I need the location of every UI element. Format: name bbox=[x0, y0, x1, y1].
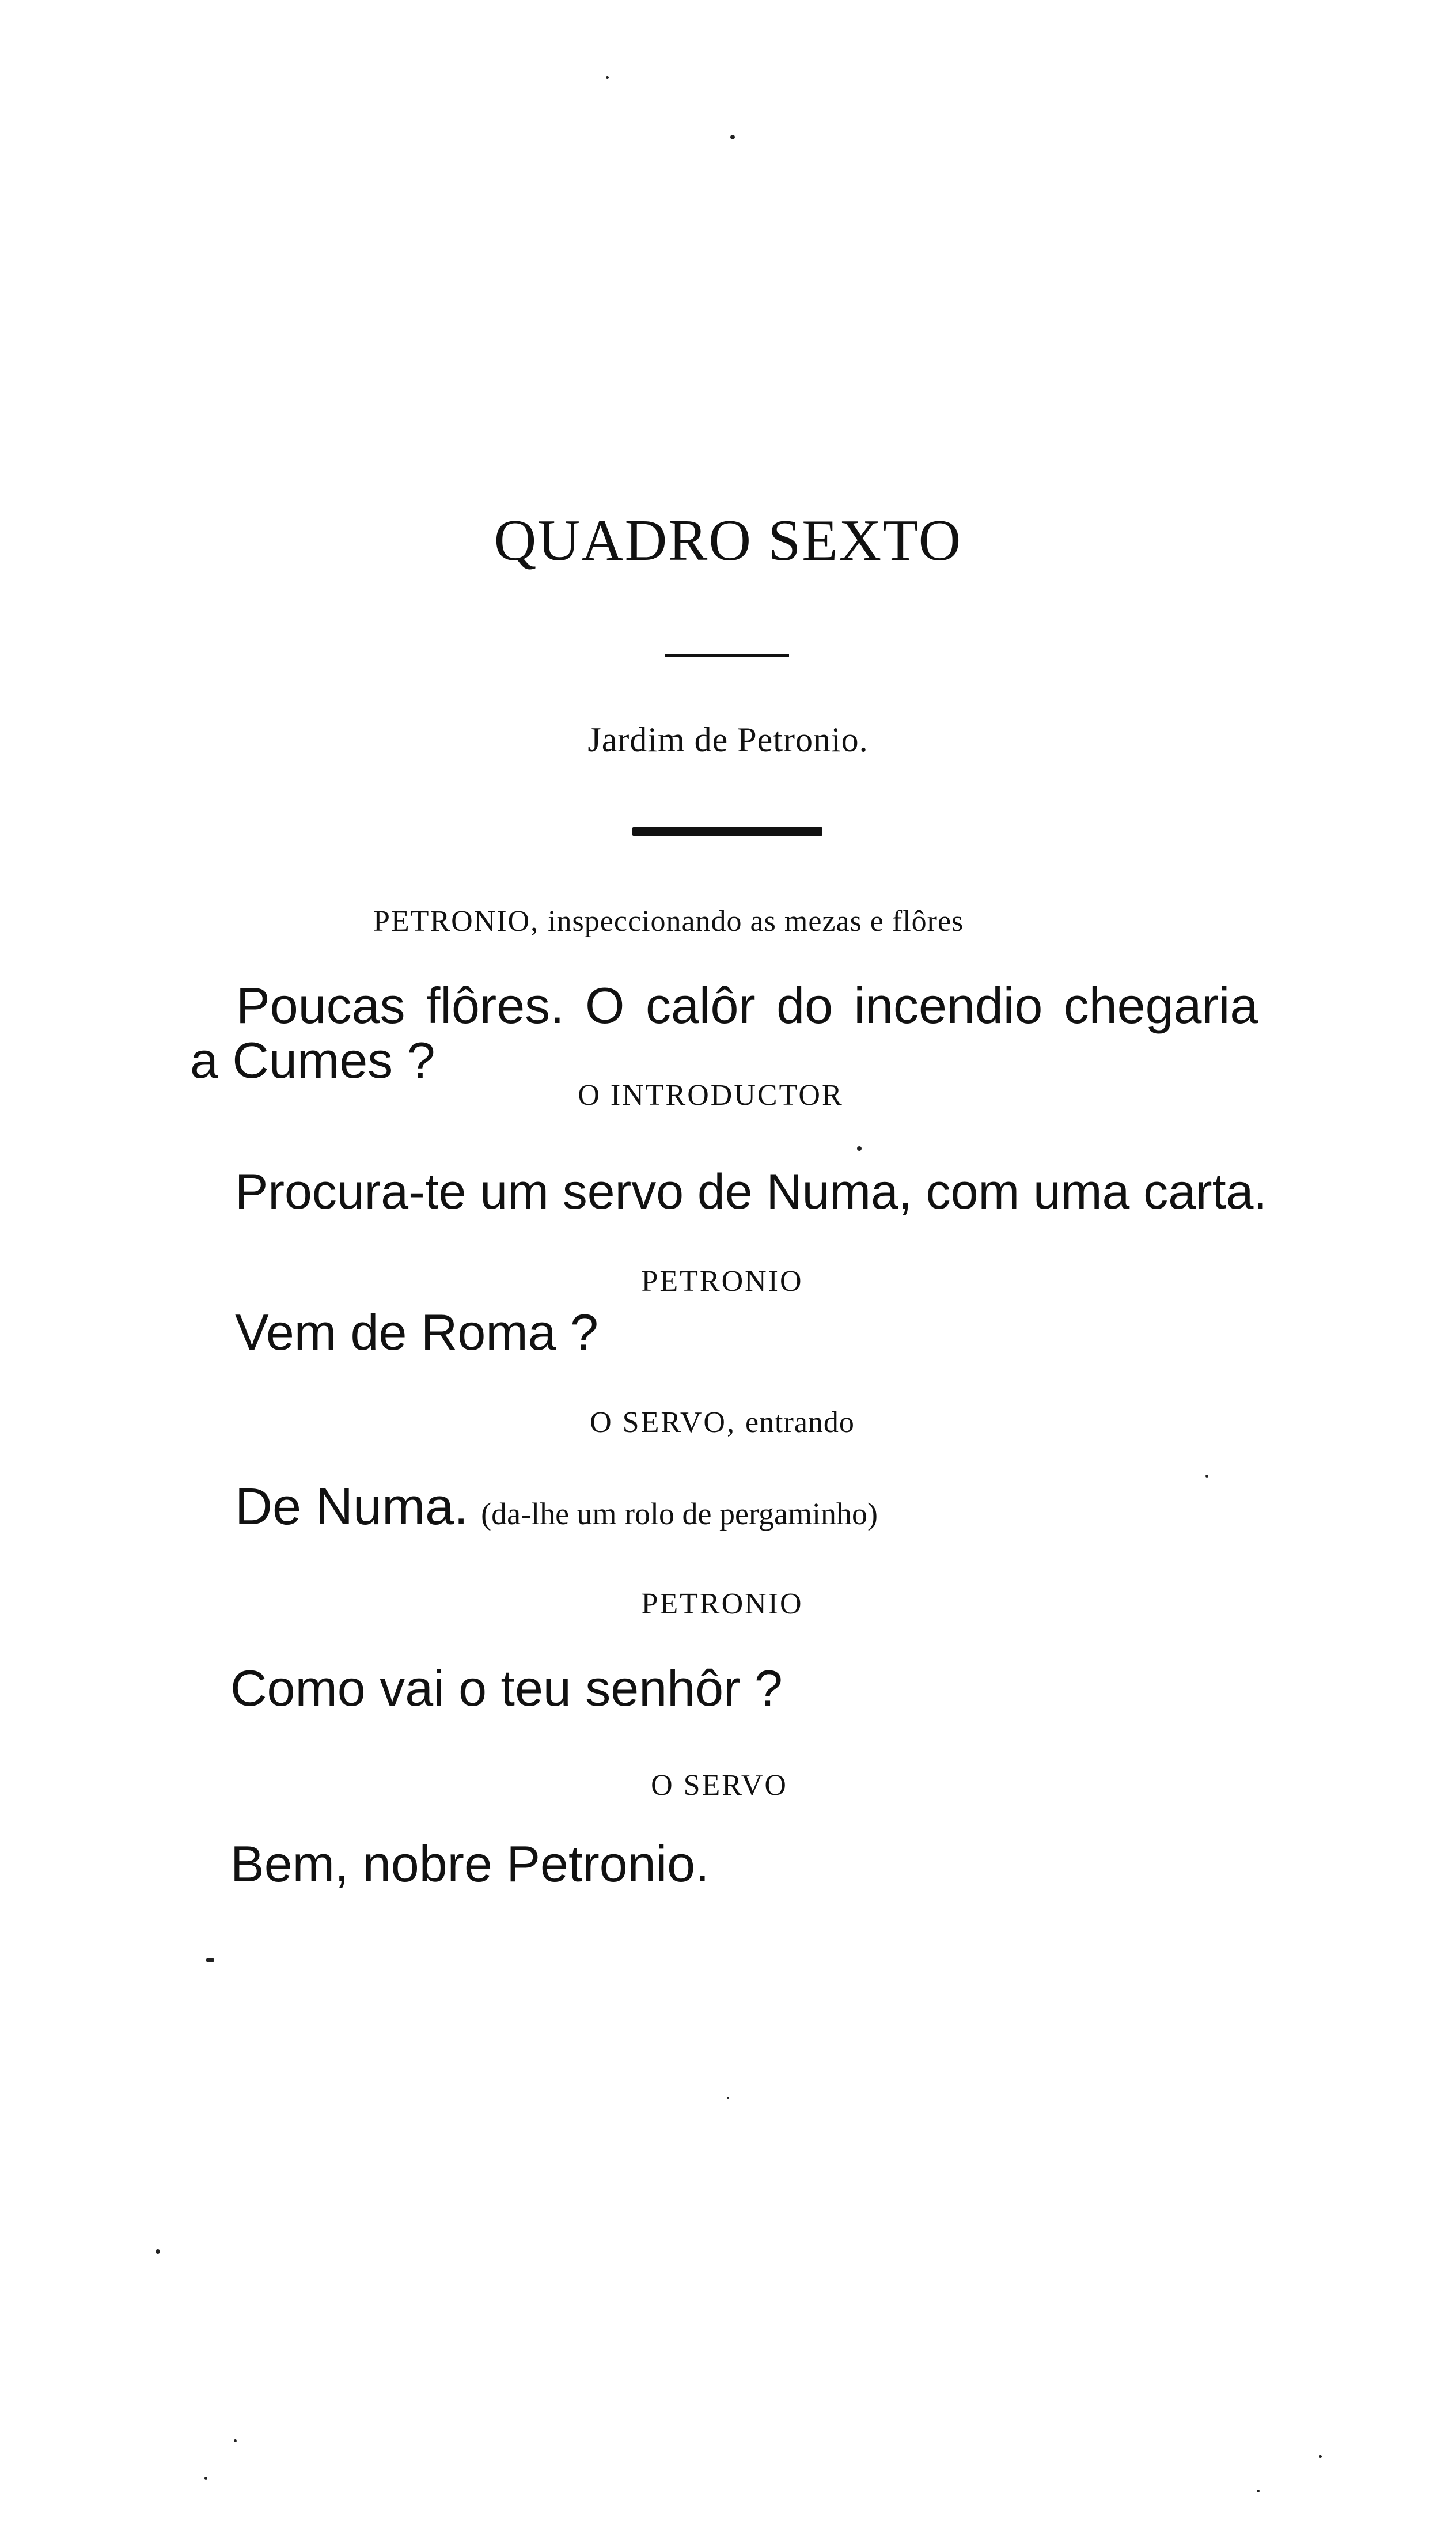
chapter-title: QUADRO SEXTO bbox=[494, 508, 962, 573]
scan-speck bbox=[234, 2439, 237, 2442]
scan-speck bbox=[857, 1146, 862, 1151]
scan-speck bbox=[1205, 1475, 1208, 1478]
scan-speck bbox=[727, 2097, 729, 2099]
speaker-action: entrando bbox=[745, 1406, 855, 1439]
stage-aside: (da-lhe um rolo de pergaminho) bbox=[481, 1497, 878, 1531]
speaker-name: O INTRODUCTOR bbox=[578, 1079, 844, 1112]
scan-speck bbox=[730, 135, 735, 139]
scan-speck bbox=[1319, 2455, 1322, 2458]
speaker-name: O SERVO bbox=[651, 1769, 788, 1802]
speech-line-with-aside bbox=[235, 1478, 878, 1537]
scene-divider bbox=[632, 827, 822, 836]
scene-heading: Jardim de Petronio. bbox=[587, 721, 869, 759]
scan-speck bbox=[156, 2249, 160, 2254]
speech-line: Poucas flôres. O calôr do incendio chegaria bbox=[236, 977, 1258, 1034]
speech-line: Bem, nobre Petronio. bbox=[230, 1835, 710, 1892]
speaker-name bbox=[0, 1406, 1450, 1439]
speech-text: De Numa. bbox=[235, 1478, 469, 1536]
scan-speck bbox=[206, 1958, 214, 1962]
scan-speck bbox=[1257, 2490, 1260, 2492]
scan-speck bbox=[204, 2477, 207, 2480]
stage-direction-speaker: PETRONIO, bbox=[373, 905, 540, 938]
speaker-name: PETRONIO bbox=[641, 1588, 803, 1620]
speech-line: Procura-te um servo de Numa, com uma carta. bbox=[235, 1164, 1268, 1219]
speech-line: a Cumes ? bbox=[190, 1032, 435, 1089]
title-divider bbox=[665, 654, 789, 657]
speaker-name: PETRONIO bbox=[641, 1265, 803, 1298]
speech-line: Vem de Roma ? bbox=[235, 1304, 598, 1361]
stage-direction bbox=[373, 904, 964, 938]
stage-direction-action: inspeccionando as mezas e flôres bbox=[548, 905, 964, 938]
speech-line: Como vai o teu senhôr ? bbox=[230, 1660, 783, 1717]
speaker-label: O SERVO, bbox=[590, 1406, 736, 1439]
scan-speck bbox=[606, 76, 609, 79]
